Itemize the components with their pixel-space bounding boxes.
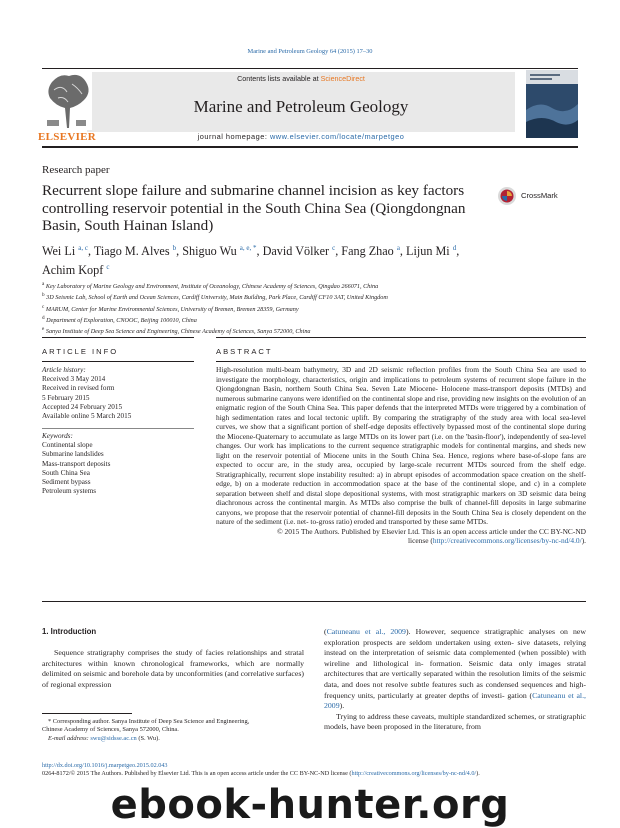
history-item: Available online 5 March 2015	[42, 412, 132, 421]
crossmark-badge[interactable]	[497, 186, 587, 206]
paper-title-line: Basin, South Hainan Island)	[42, 217, 214, 234]
abstract-line: are used to investigate the morphology, characteristics, origin and implications to petroleum systems of	[216, 365, 586, 384]
author-affiliation-marker[interactable]: b	[172, 244, 177, 252]
keywords-label: Keywords:	[42, 432, 73, 440]
journal-citation[interactable]: Marine and Petroleum Geology 64 (2015) 17–30	[247, 48, 373, 55]
contents-prefix: Contents lists available at	[237, 74, 321, 83]
abstract-mid-rule	[216, 361, 586, 362]
author-name[interactable]: David Völker	[262, 244, 330, 259]
author-separator: ,	[456, 244, 460, 259]
abstract-heading: ABSTRACT	[216, 347, 273, 356]
keyword: South China Sea	[42, 468, 90, 477]
intro-line: on new exploration prospects are seldom undertaken using exten-	[324, 627, 586, 647]
affiliation-label: b	[42, 292, 45, 299]
article-info-top-rule	[42, 337, 194, 338]
email-line	[42, 735, 312, 743]
email-link[interactable]: swu@sidsse.ac.cn	[90, 734, 137, 742]
abstract-line: channel-fill deposits in the South China Sea is closely dependent on the nature of the sediment (i.e. net-	[216, 507, 586, 526]
author-affiliation-marker[interactable]: a, c	[78, 244, 88, 252]
intro-line: sive datasets, relying instead on the interpretation of seismic data	[324, 637, 586, 658]
copyright-line: © 2015 The Authors. Published by Elsevier Ltd. This is an open access article under the CC BY-NC-ND	[277, 526, 586, 536]
introduction-heading: 1. Introduction	[42, 627, 97, 636]
author-separator: ,	[256, 244, 263, 259]
keyword-list	[42, 432, 194, 496]
intro-line: or stratigraphic models, have been proposed in the literature, from	[324, 711, 587, 732]
paper-title-line: Recurrent slope failure and submarine channel incision as key factors	[42, 182, 465, 199]
email-label: E-mail address:	[48, 734, 91, 742]
abstract-line: the continental slope during the Miocene-Quaternary to accumulate as large MTDs on its lower part (i.e.	[216, 422, 586, 441]
affiliation-label: d	[42, 314, 45, 321]
license-link[interactable]: http://creativecommons.org/licenses/by-nc-nd/4.0/	[351, 770, 477, 777]
author-affiliation-marker[interactable]: a, e, *	[239, 244, 257, 252]
intro-line: vertically separated within the resolution limits of the seismic data,	[324, 669, 587, 689]
intro-line: complemented (when possible) with wireline and lithological in-	[324, 648, 586, 668]
keyword: Sediment bypass	[42, 478, 91, 487]
intro-line: and high-frequency units, particularly at greater depths of investi-	[324, 679, 587, 700]
abstract-line: sequence stratigraphic models for continental margins, and sheds new light on the reservoir potential of	[216, 441, 586, 460]
paper-title-line: controlling reservoir potential in the South China Sea (Qiongdongnan	[42, 199, 466, 217]
abstract-line: sea-level curves, we show that a significant portion of shelf-edge deposits effectively bypassed most of	[216, 412, 586, 431]
watermark-text: ebook-hunter.org	[110, 782, 510, 828]
author[interactable]	[42, 263, 109, 277]
author-separator: ,	[399, 244, 407, 259]
affiliation-text: Department of Exploration, CNOOC, Beijing 100010, China	[46, 316, 197, 324]
doi-link[interactable]: http://dx.doi.org/10.1016/j.marpetgeo.2015.02.043	[42, 762, 168, 769]
history-item: Received 3 May 2014	[42, 375, 106, 384]
history-label: Article history:	[42, 366, 86, 374]
abstract-line: China Sea. This paper defends that the interpreted MTDs were triggered by a combination of high	[216, 403, 586, 422]
abstract-line: Holocene mass-transport deposits (MTDs) and numerous submarine canyons were identified on the	[216, 384, 586, 403]
intro-line: and does not resolve subtle features such as condensed sequences	[341, 679, 553, 689]
author[interactable]	[406, 244, 459, 258]
intro-right-paragraph: (Catuneanu et al., 2009). However, sequence stratigraphic analyses on new exploration prospects are seldom undertaken using exten- sive datasets, relying instead on the interpretation of seismic data complemented (when possible) with wireline and lithological in- formation. Seismic data only images stratal architectures that are vertically separated within the resolution limits of the seismic data, and does not resolve subtle features such as condensed sequences and high-frequency units, particularly at greater depths of investi- gation (Catuneanu et al., 2009).	[324, 627, 587, 711]
author-name[interactable]: Wei Li	[42, 244, 76, 259]
author-name[interactable]: Achim Kopf	[42, 263, 104, 278]
affiliation-label: c	[42, 303, 45, 310]
intro-line: ).	[339, 701, 345, 711]
affiliation-text: MARUM, Center for Marine Environmental Sciences, University of Bremen, Bremen 28359, Germany	[45, 305, 299, 313]
intro-line: gation (	[507, 690, 533, 700]
corresponding-line: * Corresponding author. Sanya Institute of Deep Sea Science and Engineering,	[48, 718, 250, 725]
author-name[interactable]: Shiguo Wu	[182, 244, 237, 259]
author[interactable]	[94, 244, 182, 258]
elsevier-tree-logo	[42, 70, 92, 130]
affiliation-label: a	[42, 281, 45, 287]
copyright-suffix: ).	[581, 536, 586, 545]
journal-homepage	[87, 132, 515, 141]
abstract-line: recurrent slope failure in the Qiongdongnan Basin, northern South China Sea. Seven Late Miocene-	[216, 374, 586, 393]
author-affiliation-marker[interactable]: a	[396, 244, 400, 252]
keyword: Mass-transport deposits	[42, 459, 111, 468]
affiliation-list	[42, 280, 582, 336]
abstract-line: Miocene units in the South China Sea. Hence, regions where base-of-slope fans are expected to occur are,	[216, 450, 586, 469]
history-item: Accepted 24 February 2015	[42, 402, 123, 411]
email-suffix: (S. Wu).	[136, 734, 160, 742]
intro-line: formation. Seismic data only images stratal architectures that are	[324, 658, 586, 679]
abstract-line: continental slope and rise, providing new insights on the evolution of an enigmatic region of the South	[216, 393, 586, 412]
author[interactable]	[42, 244, 94, 258]
abstract-line: sedimentation rates and local tectonic uplift. By comparing the stratigraphy of the study area with local	[232, 412, 557, 422]
citation-link[interactable]: Catuneanu et al., 2009	[324, 690, 586, 711]
author[interactable]	[341, 244, 406, 258]
contents-line	[87, 74, 515, 83]
journal-cover-image[interactable]	[526, 70, 578, 138]
affiliation	[42, 280, 582, 291]
license-line	[42, 770, 587, 778]
article-history	[42, 366, 194, 421]
history-item: Received in revised form	[42, 384, 115, 393]
author-name[interactable]: Fang Zhao	[341, 244, 394, 259]
intro-line: Sequence stratigraphy comprises the study of facies relationships	[54, 648, 267, 657]
author-separator: ,	[87, 244, 94, 259]
abstract-line: on the 'basin-floor'), independently of sea-level changes. Our work has implications to the current	[216, 431, 587, 450]
info-divider	[42, 428, 194, 429]
author[interactable]	[263, 244, 342, 258]
paper-title	[42, 182, 502, 235]
abstract-line: complete separation between shelf and distal slope depositional systems, with most stratigraphic	[216, 479, 586, 498]
article-info-heading: ARTICLE INFO	[42, 347, 119, 356]
intro-line: Trying to address these caveats, multiple standardized schemes,	[336, 711, 537, 721]
crossmark-label: CrossMark	[521, 191, 558, 200]
intro-line: which are normally delimited on seismic and borehole data by	[42, 658, 305, 679]
homepage-link[interactable]: www.elsevier.com/locate/marpetgeo	[269, 132, 405, 141]
affiliation	[42, 291, 582, 302]
sciencedirect-link[interactable]: ScienceDirect	[320, 74, 365, 83]
footnote-rule	[42, 713, 132, 714]
corresponding-line: Chinese Academy of Sciences, Sanya 572000, China.	[42, 726, 179, 734]
keyword: Petroleum systems	[42, 487, 97, 496]
affiliation-text: 3D Seismic Lab, School of Earth and Ocean Sciences, Cardiff University, Main Building, Park Place, Cardiff CF10 3AT, United Kingdom	[46, 294, 388, 302]
doi-line	[42, 762, 587, 770]
abstract-line: in the study area, occupied by large-scale recurrent MTDs sourced from the shelf edge. Stratigraphically,	[216, 460, 586, 479]
citation-link[interactable]: Catuneanu et al., 2009	[326, 627, 406, 636]
abstract-line: bulk of channel-fill deposits in large submarine canyons, we propose that the reservoir potential of	[216, 498, 586, 517]
author-name[interactable]: Tiago M. Alves	[93, 244, 170, 259]
affiliation-label: e	[42, 326, 45, 333]
header-bottom-rule	[42, 146, 578, 148]
abstract-body	[216, 365, 586, 546]
copyright-prefix: license (	[407, 536, 433, 545]
abstract-bottom-rule	[42, 601, 586, 602]
abstract-line: High-resolution multi-beam bathymetry, 3D and 2D seismic reflection profiles from the South China Sea	[216, 365, 548, 374]
abstract-line: markers on 3D seismic data being diachronous across the continental margin. As MTDs also comprise the	[216, 488, 586, 507]
header-top-rule	[42, 68, 578, 69]
author[interactable]	[182, 244, 262, 258]
homepage-prefix: journal homepage:	[197, 132, 270, 141]
keyword: Submarine landslides	[42, 450, 104, 459]
affiliation	[42, 314, 582, 325]
keyword: Continental slope	[42, 441, 93, 450]
abstract-line: edge, b) on a moderate reduction in accommodation space at the base of the continental slope, and c) in a	[216, 479, 556, 488]
history-item: 5 February 2015	[42, 393, 90, 402]
abstract-line: recurrent slope instability resulted: a) in abrupt episodes of accommodation space creation on the shelf-	[269, 469, 586, 479]
author-separator: ,	[335, 244, 342, 259]
abstract-line: to-gross ratio) eroded and transported by these same MTDs.	[310, 517, 488, 526]
affiliation-text: Sanya Institute of Deep Sea Science and Engineering, Chinese Academy of Sciences, Sanya 572000, China	[45, 328, 311, 336]
article-info-mid-rule	[42, 361, 194, 362]
paper-type: Research paper	[42, 164, 110, 176]
affiliation	[42, 325, 582, 336]
corresponding-author-note	[42, 718, 312, 743]
author-list	[42, 240, 542, 278]
affiliation-text: Key Laboratory of Marine Geology and Environment, Institute of Oceanology, Chinese Academy of Sciences, Qingdao 266071, China	[45, 283, 379, 291]
license-prefix: 0264-8172/© 2015 The Authors. Published by Elsevier Ltd. This is an open access article under the CC BY-NC-ND license (	[42, 770, 352, 777]
journal-title: Marine and Petroleum Geology	[193, 97, 409, 116]
intro-left-column	[42, 648, 304, 690]
author-name[interactable]: Lijun Mi	[406, 244, 450, 259]
author-separator: ,	[176, 244, 183, 259]
elsevier-wordmark: ELSEVIER	[38, 131, 97, 143]
copyright-license-link[interactable]: http://creativecommons.org/licenses/by-nc-nd/4.0/	[432, 536, 582, 545]
intro-line: unconformities (and correlative surfaces) of regional expression	[42, 669, 304, 689]
intro-right-column	[324, 627, 586, 733]
intro-line: ). However, sequence stratigraphic analyses	[405, 627, 556, 636]
copyright-license	[216, 536, 586, 546]
intro-right-paragraph	[324, 712, 586, 733]
author-affiliation-marker[interactable]: c	[106, 263, 110, 272]
author-affiliation-marker[interactable]: d	[452, 244, 457, 252]
crossmark-icon	[497, 186, 517, 206]
abstract-top-rule	[216, 337, 586, 338]
author-affiliation-marker[interactable]: c	[332, 244, 336, 252]
intro-line: and stratal architectures within known chronological frameworks,	[42, 648, 304, 668]
affiliation	[42, 303, 582, 314]
license-suffix: ).	[476, 770, 480, 777]
